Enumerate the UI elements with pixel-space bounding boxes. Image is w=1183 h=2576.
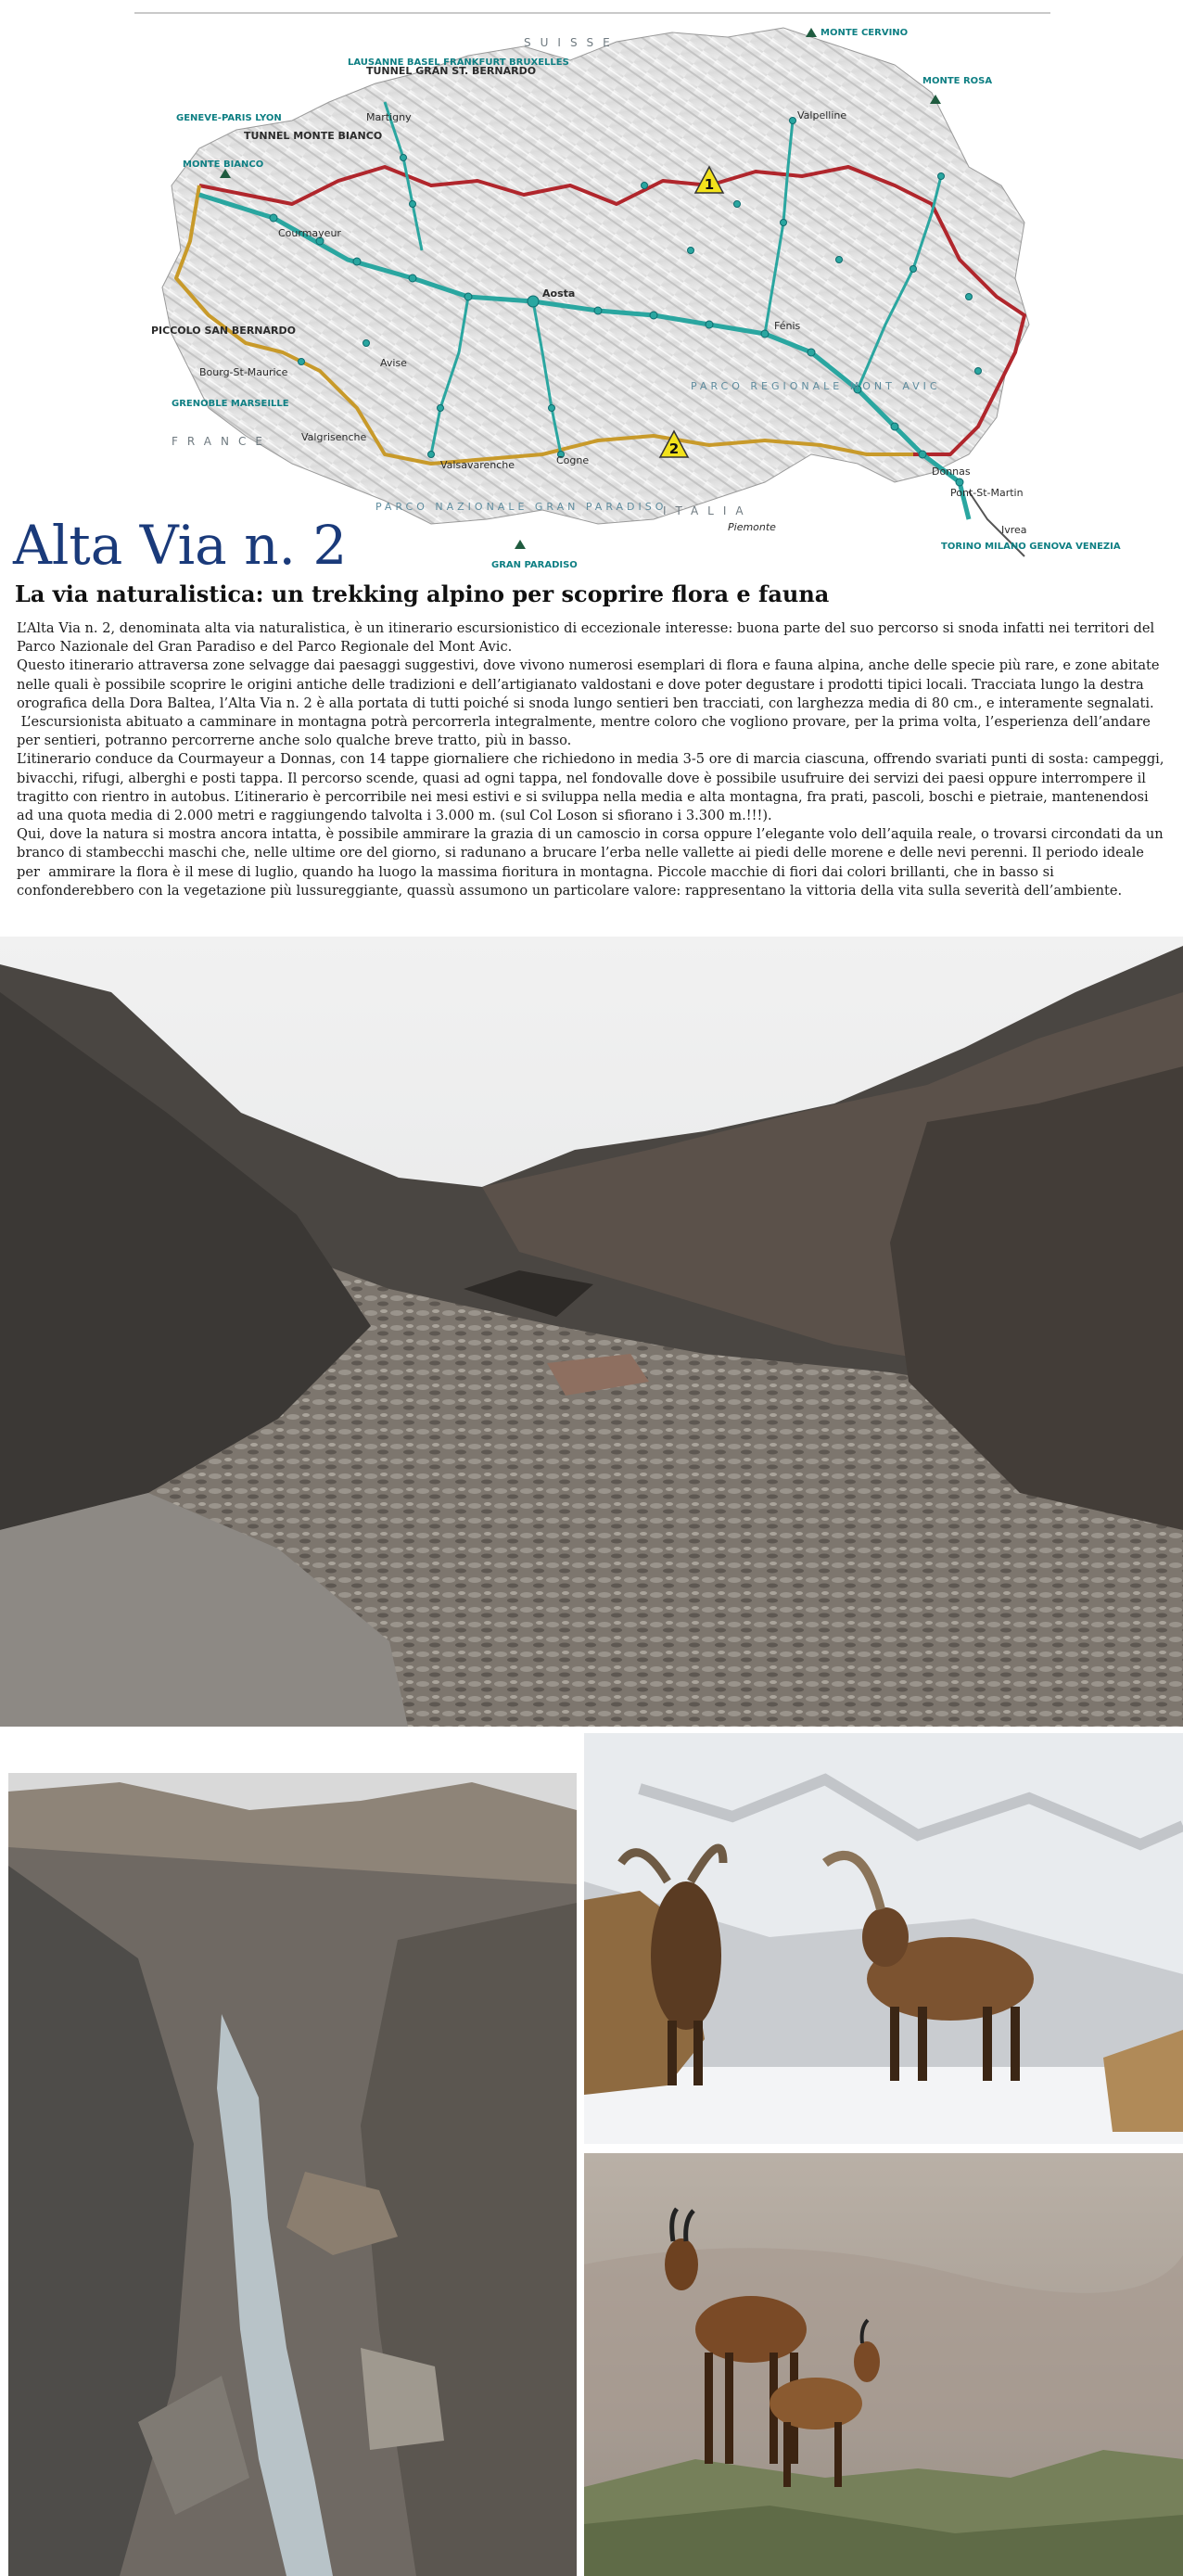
paragraph: Questo itinerario attraversa zone selvagge dai paesaggi suggestivi, dove vivono numerosi esemplari di flora e fauna alpina, anche delle specie più rare, e zone abitate nelle quali è possibile scoprire le origini antiche delle tradizioni e dell’artigianato valdostani e dove poter degustare i prodotti tipici locali. Tracciata lungo la destra orografica della Dora Baltea, l’Alta Via n. 2 è alla portata di tutti poiché si snoda lungo sentieri ben tracciati, con larghezza media di 80 cm., e interamente segnalati. [17, 657, 1160, 711]
paragraph: L’Alta Via n. 2, denominata alta via naturalistica, è un itinerario escursionistico di eccezionale interesse: buona parte del suo percorso si snoda infatti nei territori del Parco Nazionale del Gran Paradiso e del Parco Regionale del Mont Avic. [17, 620, 1155, 656]
label-park-gran-paradiso: PARCO NAZIONALE GRAN PARADISO [375, 501, 668, 513]
label-breuil: Valpelline [797, 109, 847, 121]
label-lausanne: LAUSANNE BASEL FRANKFURT BRUXELLES [348, 57, 569, 68]
label-donnas: Donnas [932, 465, 971, 478]
photo-mountain-stream [8, 1773, 577, 2576]
label-valsavarenche: Valsavarenche [440, 459, 515, 471]
label-grenoble: GRENOBLE MARSEILLE [172, 399, 289, 409]
photo-ibex [584, 1733, 1183, 2144]
label-piemonte: Piemonte [728, 521, 776, 533]
label-chatillon: Fénis [774, 320, 801, 332]
label-suisse: SUISSE [524, 36, 619, 49]
label-bourg: Bourg-St-Maurice [199, 366, 288, 378]
label-geneve: GENEVE-PARIS LYON [176, 113, 282, 123]
label-aosta: Aosta [542, 287, 576, 300]
label-piccolo-sb: PICCOLO SAN BERNARDO [151, 325, 296, 337]
label-tunnel-monte-bianco: TUNNEL MONTE BIANCO [244, 130, 383, 142]
photo-rocky-valley [0, 937, 1183, 1727]
label-martigny: Martigny [366, 111, 412, 123]
label-ivrea: Ivrea [1001, 524, 1027, 536]
top-rule [134, 12, 1050, 14]
page-subtitle: La via naturalistica: un trekking alpino per scoprire flora e fauna [15, 580, 830, 607]
label-villeneuve: Avise [380, 357, 407, 369]
article-body [17, 619, 1166, 900]
label-pont-st-martin: Pont-St-Martin [950, 487, 1024, 499]
photo-chamois [584, 2153, 1183, 2576]
label-monte-cervino: MONTE CERVINO [820, 28, 909, 38]
label-torino: TORINO MILANO GENOVA VENEZIA [941, 542, 1121, 552]
page-title: Alta Via n. 2 [13, 514, 348, 577]
label-gran-paradiso: GRAN PARADISO [491, 560, 578, 570]
label-courmayeur: Courmayeur [278, 227, 341, 239]
paragraph: L’itinerario conduce da Courmayeur a Donnas, con 14 tappe giornaliere che richiedono in media 3-5 ore di marcia ciascuna, offrendo svariati punti di sosta: campeggi, bivacchi, rifugi, alberghi e posti tappa. Il percorso scende, quasi ad ogni tappa, nel fondovalle dove è possibile usufruire dei servizi dei paesi oppure interrompere il tragitto con rientro in autobus. L’itinerario è percorribile nei mesi estivi e si sviluppa nella media e alta montagna, fra prati, pascoli, boschi e pietraie, mantenendosi ad una quota media di 2.000 metri e raggiungendo talvolta i 3.000 m. (sul Col Loson si sfiorano i 3.300 m.!!!). [17, 751, 1164, 824]
svg-text:1: 1 [704, 176, 715, 193]
route-map [134, 19, 1121, 584]
label-tunnel-gsb: TUNNEL GRAN ST. BERNARDO [366, 65, 537, 77]
paragraph: L’escursionista abituato a camminare in montagna potrà percorrerla integralmente, mentre coloro che vogliono provare, per la prima volta, l’esperienza dell’andare per sentieri, potranno percorrerne anche solo qualche breve tratto, più in basso. [17, 714, 1155, 749]
valle-d-aosta-region [162, 28, 1029, 524]
label-italia: ITALIA [663, 504, 753, 517]
label-monte-bianco: MONTE BIANCO [183, 159, 264, 170]
paragraph: Qui, dove la natura si mostra ancora intatta, è possibile ammirare la grazia di un camoscio in corsa oppure l’elegante volo dell’aquila reale, o trovarsi circondati da un branco di stambecchi maschi che, nelle ultime ore del giorno, si radunano a brucare l’erba nelle vallette ai piedi delle morene e delle nevi perenni. Il periodo ideale per ammirare la flora è il mese di luglio, quando ha luogo la massima fioritura in montagna. Piccole macchie di fiori dai colori brillanti, che in basso si confonderebbero con la vegetazione più lussureggiante, quassù assumono un particolare valore: rappresentano la vittoria della vita sulla severità dell’ambiente. [17, 826, 1168, 899]
label-cogne: Cogne [556, 454, 590, 466]
label-france: FRANCE [172, 435, 272, 448]
label-valgrisenche: Valgrisenche [301, 431, 367, 443]
svg-text:2: 2 [668, 440, 680, 457]
label-monte-rosa: MONTE ROSA [922, 76, 993, 86]
label-park-mont-avic: PARCO REGIONALE MONT AVIC [691, 380, 941, 392]
